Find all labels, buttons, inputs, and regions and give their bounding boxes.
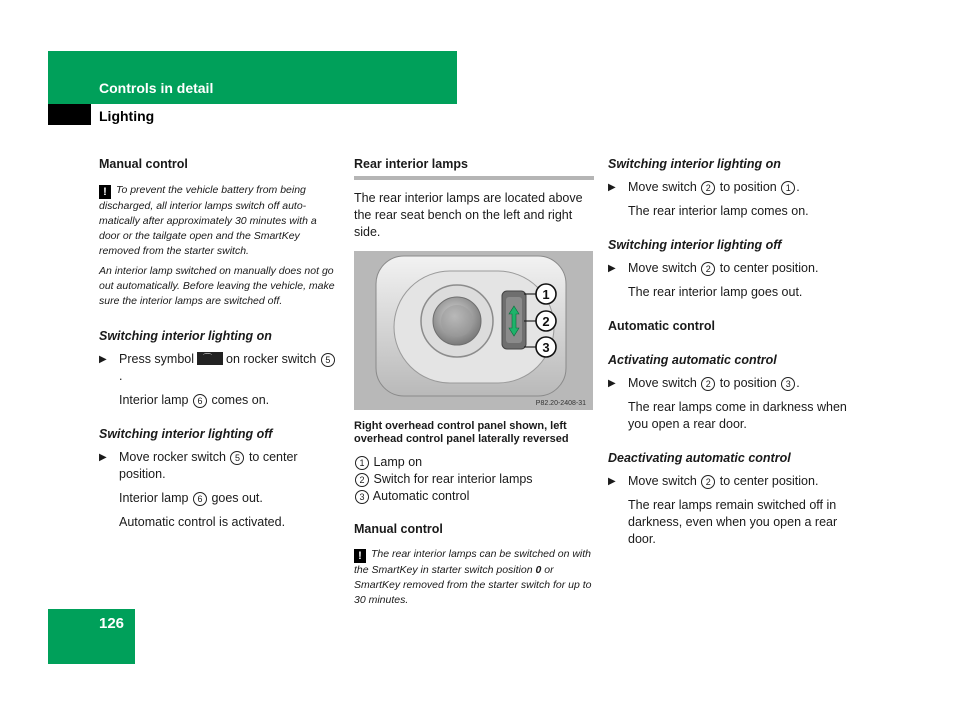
legend-label: Automatic control xyxy=(372,489,470,503)
switch-off-heading: Switching interior lighting off xyxy=(99,427,273,441)
activate-auto-result: The rear lamps come in darkness when you open a rear door. xyxy=(628,400,847,431)
callout-3-label: 3 xyxy=(542,340,550,355)
rear-lamps-intro: The rear interior lamps are located above the rear seat bench on the left and right side. xyxy=(354,191,583,239)
deactivate-auto-result: The rear lamps remain switched off in darkness, even when you open a rear door. xyxy=(628,498,838,546)
result-text: Interior lamp xyxy=(119,393,189,407)
rear-lamps-note xyxy=(354,547,594,608)
callout-number: 3 xyxy=(355,490,369,504)
step-text: Move switch xyxy=(628,261,697,275)
callout-1-label: 1 xyxy=(542,287,550,302)
rear-lamps-heading: Rear interior lamps xyxy=(354,156,594,180)
manual-control-heading-2: Manual control xyxy=(354,522,443,536)
legend-item xyxy=(354,488,594,505)
header-bar xyxy=(48,51,457,104)
callout-number: 2 xyxy=(701,181,715,195)
step-text: Move switch xyxy=(628,474,697,488)
subsection-marker xyxy=(48,104,91,125)
step-text: to center position. xyxy=(719,261,819,275)
note-text: The rear interior lamps can be switched on with the SmartKey in starter switch position xyxy=(354,548,592,576)
switch-off-step xyxy=(99,449,339,483)
note-bold-text: 0 xyxy=(535,564,542,576)
callout-2-label: 2 xyxy=(542,314,550,329)
step-text: to position xyxy=(719,376,777,390)
callout-number: 3 xyxy=(781,377,795,391)
activate-auto-heading: Activating automatic control xyxy=(608,353,777,367)
column-2 xyxy=(354,156,594,608)
switch-on-step: ▶ Press symbol ⌒ on rocker switch 5. xyxy=(99,351,339,385)
warning-icon: ! xyxy=(354,549,366,563)
battery-note xyxy=(99,183,339,259)
deactivate-auto-step xyxy=(608,473,853,490)
legend-label: Switch for rear interior lamps xyxy=(373,472,533,486)
legend-item xyxy=(354,454,594,471)
callout-number: 6 xyxy=(193,394,207,408)
switch-off-result xyxy=(99,490,339,507)
automatic-control-heading: Automatic control xyxy=(608,319,715,333)
callout-number: 2 xyxy=(355,473,369,487)
subsection-title: Lighting xyxy=(99,108,155,124)
rear-on-result: The rear interior lamp comes on. xyxy=(628,204,809,218)
auto-activated-text: Automatic control is activated. xyxy=(119,515,286,529)
interior-lamp-symbol-icon: ⌒ xyxy=(197,352,223,365)
bullet-icon: ▶ xyxy=(608,378,616,389)
rear-off-heading: Switching interior lighting off xyxy=(608,238,782,252)
rear-off-step xyxy=(608,260,853,277)
callout-number: 6 xyxy=(193,492,207,506)
deactivate-auto-heading: Deactivating automatic control xyxy=(608,451,791,465)
bullet-icon: ▶ xyxy=(99,452,107,463)
callout-number: 5 xyxy=(321,353,335,367)
result-text: Interior lamp xyxy=(119,491,189,505)
callout-number: 5 xyxy=(230,451,244,465)
callout-number: 1 xyxy=(355,456,369,470)
figure-caption: Right overhead control panel shown, left overhead control panel laterally reversed xyxy=(354,420,569,445)
step-text: Move switch xyxy=(628,376,697,390)
figure-code: P82.20-2408-31 xyxy=(535,400,586,407)
step-text: Press symbol xyxy=(119,352,195,366)
callout-number: 2 xyxy=(701,262,715,276)
result-text: goes out. xyxy=(211,491,263,505)
manual-lamp-note: An interior lamp switched on manually does not go out automatically. Before leaving the vehicle, make sure the interior lamps are switched off. xyxy=(99,265,335,307)
rear-on-step: ▶ Move switch 2 to position 1 . xyxy=(608,180,800,194)
bullet-icon: ▶ xyxy=(608,263,616,274)
switch-on-result xyxy=(99,392,339,409)
control-panel-figure xyxy=(354,251,593,410)
switch-on-heading: Switching interior lighting on xyxy=(99,329,272,343)
callout-number: 2 xyxy=(701,377,715,391)
manual-control-heading: Manual control xyxy=(99,157,188,171)
step-text: Move rocker switch xyxy=(119,450,226,464)
lamp-lens-inner xyxy=(441,305,473,337)
legend-label: Lamp on xyxy=(373,455,423,469)
page-number: 126 xyxy=(99,615,125,632)
rear-off-result: The rear interior lamp goes out. xyxy=(628,285,803,299)
callout-number: 1 xyxy=(781,181,795,195)
section-title: Controls in detail xyxy=(99,80,214,96)
column-1 xyxy=(99,156,339,531)
bullet-icon: ▶ xyxy=(608,476,616,487)
legend-item xyxy=(354,471,594,488)
callout-number: 2 xyxy=(701,475,715,489)
warning-icon: ! xyxy=(99,185,111,199)
activate-auto-step: ▶ Move switch 2 to position 3 . xyxy=(608,376,800,390)
step-text: Move switch xyxy=(628,180,697,194)
step-text: to center position. xyxy=(719,474,819,488)
step-text: to position xyxy=(719,180,777,194)
note-text: or SmartKey removed from the starter switch for up to 30 minutes. xyxy=(354,564,592,606)
battery-note-text: To prevent the vehicle battery from being discharged, all interior lamps switch off auto-matically after approximately 30 minutes with a door or the tailgate open and the SmartKey removed from the starter switch. xyxy=(99,184,317,257)
bullet-icon: ▶ xyxy=(608,182,616,193)
step-text: on rocker switch xyxy=(226,352,317,366)
bullet-icon: ▶ xyxy=(99,354,107,365)
step-text: to center position. xyxy=(119,450,298,481)
result-text: comes on. xyxy=(211,393,270,407)
rear-on-heading: Switching interior lighting on xyxy=(608,157,781,171)
column-3 xyxy=(608,156,853,548)
